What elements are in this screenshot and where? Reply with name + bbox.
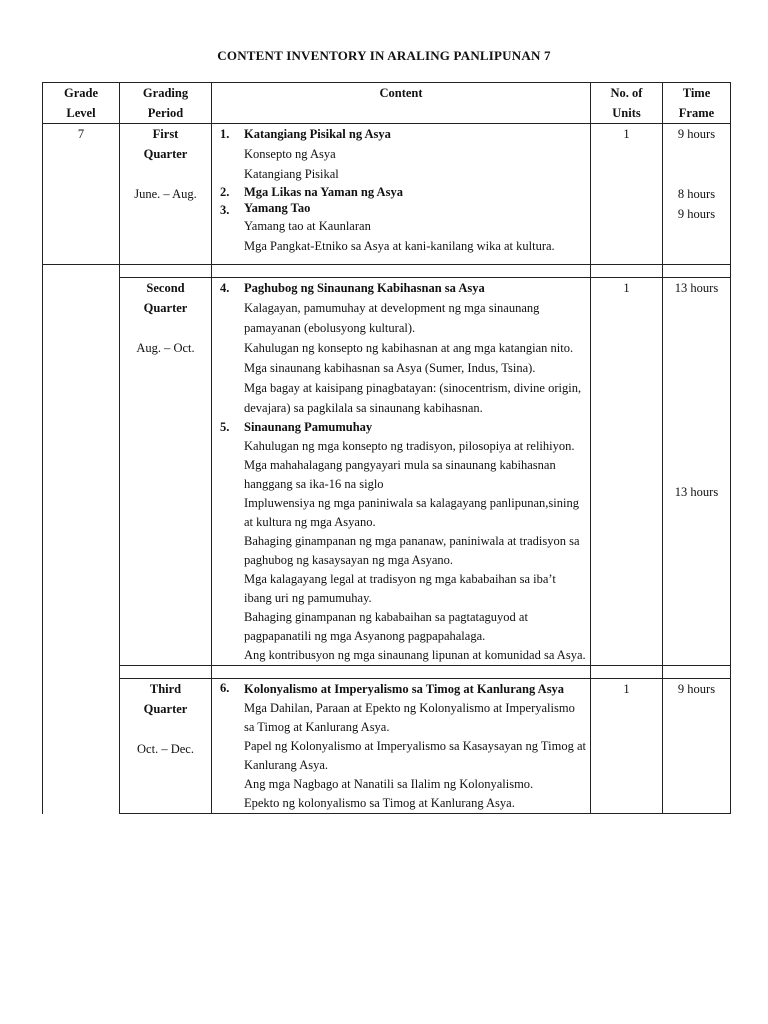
units-cell: 1 bbox=[591, 679, 663, 814]
item-title: Katangiang Pisikal ng Asya bbox=[244, 127, 391, 141]
item-title: Sinaunang Pamumuhay bbox=[244, 420, 373, 434]
content-item: 2. Mga Likas na Yaman ng Asya bbox=[220, 184, 586, 200]
item-detail: Mga kalagayang legal at tradisyon ng mga kababaihan sa iba’t ibang uri ng pamumuhay. bbox=[244, 572, 556, 605]
spacer-row bbox=[43, 265, 731, 278]
item-detail: Yamang tao at Kaunlaran bbox=[244, 219, 371, 233]
time-frame-cell: 9 hours bbox=[663, 679, 731, 814]
content-items bbox=[216, 278, 586, 665]
content-item: 6. Kolonyalismo at Imperyalismo sa Timog at Kanlurang Asya Mga Dahilan, Paraan at Epekto ng Kolonyalismo at Imperyalismo sa Timog at Kanlurang Asya. Papel ng Kolonyalismo at Imperyalismo sa Kasaysayan ng Timog at Kanlurang Asya. Ang mga Nagbago at Nanatili sa Ilalim ng Kolonyalismo. Epekto ng kolonyalismo sa Timog at Kanlurang Asya. bbox=[220, 679, 586, 813]
content-cell bbox=[212, 679, 591, 814]
item-detail: Bahaging ginampanan ng mga pananaw, paniniwala at tradisyon sa paghubog ng kasaysayan ng mga Asyano. bbox=[244, 534, 580, 567]
item-detail: Ang mga Nagbago at Nanatili sa Ilalim ng Kolonyalismo. bbox=[244, 777, 534, 791]
content-cell bbox=[212, 278, 591, 666]
content-item: 3. Yamang Tao Yamang tao at Kaunlaran Mga Pangkat-Etniko sa Asya at kani-kanilang wika at kultura. bbox=[220, 200, 586, 256]
grade-level-cell bbox=[43, 278, 120, 666]
item-detail: Kalagayan, pamumuhay at development ng mga sinaunang pamayanan (ebolusyong kultural). bbox=[244, 301, 540, 335]
item-title: Paghubog ng Sinaunang Kabihasnan sa Asya bbox=[244, 281, 485, 295]
header-grade-level: Grade Level bbox=[43, 83, 120, 124]
header-grading-period: Grading Period bbox=[120, 83, 212, 124]
content-item: 5. Sinaunang Pamumuhay Kahulugan ng mga konsepto ng tradisyon, pilosopiya at relihiyon. Mga mahahalagang pangyayari mula sa sinaunang kabihasnan hanggang sa ika-16 na siglo Impluwensiya ng mga paniniwala sa kalagayang panlipunan,sining at kultura ng mga Asyano. Bahaging ginampanan ng mga pananaw, paniniwala at tradisyon sa paghubog ng kasaysayan ng mga Asyano. Mga kalagayang legal at tradisyon ng mga kababaihan sa iba’t ibang uri ng pamumuhay. Bahaging ginampanan ng kababaihan sa pagtataguyod at pagpapanatili ng mga Asyanong pagpapahalaga. Ang kontribusyon ng mga sinaunang lipunan at komunidad sa Asya. bbox=[220, 418, 586, 665]
item-title: Mga Likas na Yaman ng Asya bbox=[244, 185, 403, 199]
item-detail: Ang kontribusyon ng mga sinaunang lipunan at komunidad sa Asya. bbox=[244, 648, 586, 662]
item-detail: Epekto ng kolonyalismo sa Timog at Kanlurang Asya. bbox=[244, 796, 515, 810]
content-item: 4. Paghubog ng Sinaunang Kabihasnan sa Asya Kalagayan, pamumuhay at development ng mga sinaunang pamayanan (ebolusyong kultural). Kahulugan ng konsepto ng kabihasnan at ang mga katangian nito. Mga sinaunang kabihasnan sa Asya (Sumer, Indus, Tsina). Mga bagay at kaisipang pinagbatayan: (sinocentrism, divine origin, devajara) sa pagkilala sa sinaunang kabihasnan. bbox=[220, 278, 586, 418]
grade-level-cell: 7 bbox=[43, 124, 120, 265]
item-title: Kolonyalismo at Imperyalismo sa Timog at Kanlurang Asya bbox=[244, 682, 565, 696]
grading-period-cell: Second Quarter Aug. – Oct. bbox=[120, 278, 212, 666]
header-content: Content bbox=[212, 83, 591, 124]
grade-level-cell bbox=[43, 679, 120, 814]
quarter-dates: June. – Aug. bbox=[134, 187, 197, 201]
page-title: CONTENT INVENTORY IN ARALING PANLIPUNAN 7 bbox=[217, 48, 551, 63]
content-inventory-table bbox=[42, 82, 731, 814]
item-detail: Katangiang Pisikal bbox=[244, 167, 339, 181]
item-detail: Mga mahahalagang pangyayari mula sa sinaunang kabihasnan hanggang sa ika-16 na siglo bbox=[244, 458, 556, 491]
item-detail: Impluwensiya ng mga paniniwala sa kalagayang panlipunan,sining at kultura ng mga Asyano. bbox=[244, 496, 579, 529]
units-cell: 1 bbox=[591, 278, 663, 666]
item-detail: Mga Dahilan, Paraan at Epekto ng Kolonyalismo at Imperyalismo sa Timog at Kanlurang Asya. bbox=[244, 701, 575, 734]
content-item: 1. Katangiang Pisikal ng Asya Konsepto ng Asya Katangiang Pisikal bbox=[220, 124, 586, 184]
content-cell bbox=[212, 124, 591, 265]
header-row bbox=[43, 83, 731, 124]
grading-period-cell: First Quarter June. – Aug. bbox=[120, 124, 212, 265]
quarter-row-second bbox=[43, 278, 731, 666]
grading-period-cell: Third Quarter Oct. – Dec. bbox=[120, 679, 212, 814]
spacer-row bbox=[43, 666, 731, 679]
quarter-dates: Aug. – Oct. bbox=[136, 341, 195, 355]
item-detail: Kahulugan ng konsepto ng kabihasnan at ang mga katangian nito. bbox=[244, 341, 574, 355]
item-detail: Kahulugan ng mga konsepto ng tradisyon, pilosopiya at relihiyon. bbox=[244, 439, 575, 453]
item-detail: Mga sinaunang kabihasnan sa Asya (Sumer, Indus, Tsina). bbox=[244, 361, 536, 375]
content-items bbox=[216, 124, 586, 256]
header-time-frame: Time Frame bbox=[663, 83, 731, 124]
time-frame-cell: 13 hours 13 hours bbox=[663, 278, 731, 666]
quarter-dates: Oct. – Dec. bbox=[137, 742, 194, 756]
item-detail: Konsepto ng Asya bbox=[244, 147, 336, 161]
item-detail: Papel ng Kolonyalismo at Imperyalismo sa Kasaysayan ng Timog at Kanlurang Asya. bbox=[244, 739, 586, 772]
item-detail: Mga bagay at kaisipang pinagbatayan: (sinocentrism, divine origin, devajara) sa pagkilala sa sinaunang kabihasnan. bbox=[244, 381, 582, 415]
item-detail: Mga Pangkat-Etniko sa Asya at kani-kanilang wika at kultura. bbox=[244, 239, 555, 253]
quarter-row-third bbox=[43, 679, 731, 814]
item-title: Yamang Tao bbox=[244, 201, 311, 215]
units-cell: 1 bbox=[591, 124, 663, 265]
header-no-of-units: No. of Units bbox=[591, 83, 663, 124]
quarter-row-first bbox=[43, 124, 731, 265]
time-frame-cell: 9 hours 8 hours 9 hours bbox=[663, 124, 731, 265]
item-detail: Bahaging ginampanan ng kababaihan sa pagtataguyod at pagpapanatili ng mga Asyanong pagpapahalaga. bbox=[244, 610, 528, 643]
content-items bbox=[216, 679, 586, 813]
